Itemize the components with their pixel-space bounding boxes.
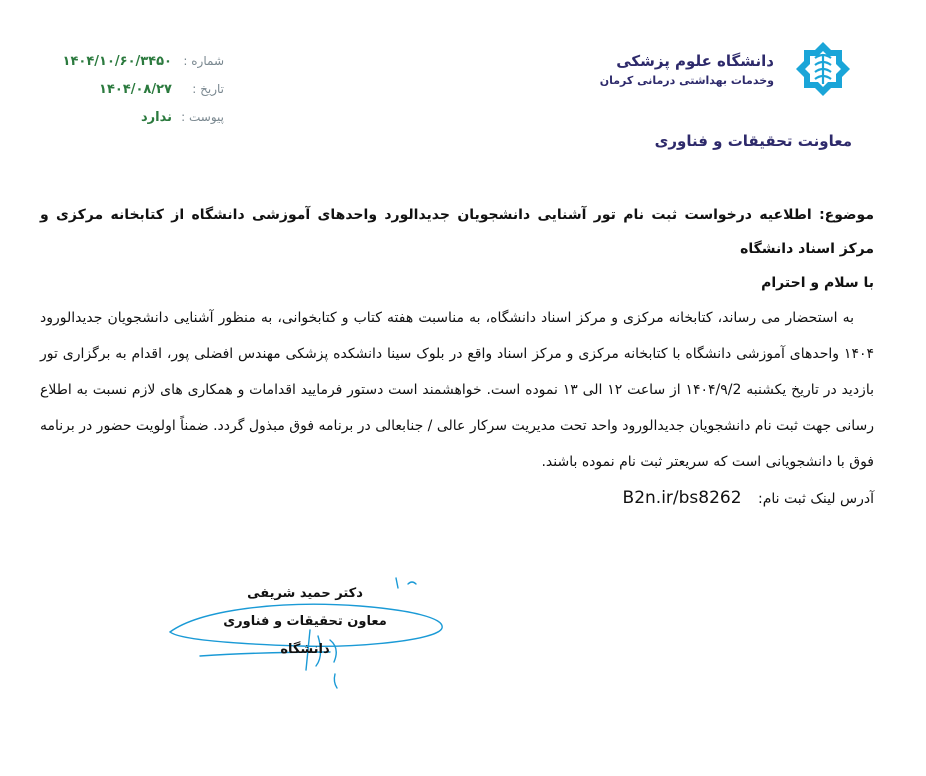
letter-greeting: با سلام و احترام xyxy=(761,275,874,291)
meta-number-row xyxy=(44,54,224,82)
registration-link-row xyxy=(40,480,874,517)
letter-content xyxy=(40,198,874,517)
number-label: شماره : xyxy=(183,54,224,68)
signature-block xyxy=(200,580,410,664)
attachment-value: ندارد xyxy=(140,110,172,125)
registration-link-label: آدرس لینک ثبت نام: xyxy=(758,491,874,507)
university-emblem-icon xyxy=(790,36,856,102)
department-title: معاونت تحقیقات و فناوری xyxy=(654,132,852,150)
meta-attachment-row xyxy=(44,110,224,138)
attachment-label: پیوست : xyxy=(181,110,224,124)
date-label: تاریخ : xyxy=(192,82,224,96)
signer-title: معاون تحقیقات و فناوری دانشگاه xyxy=(223,614,387,657)
university-name: دانشگاه علوم پزشکی xyxy=(616,52,774,70)
number-value: ۱۴۰۴/۱۰/۶۰/۳۴۵۰ xyxy=(62,54,172,69)
registration-link-url[interactable]: B2n.ir/bs8262 xyxy=(622,488,742,508)
university-subtitle: وخدمات بهداشتی درمانی کرمان xyxy=(599,74,774,87)
date-value: ۱۴۰۴/۰۸/۲۷ xyxy=(99,82,172,97)
signer-name: دکتر حمید شریفی xyxy=(247,586,363,601)
university-name-block xyxy=(600,52,774,87)
meta-date-row xyxy=(44,82,224,110)
letter-meta xyxy=(44,54,224,138)
letter-subject: موضوع: اطلاعیه درخواست ثبت نام تور آشنایی دانشجویان جدیدالورد واحدهای آموزشی دانشگاه از کتابخانه مرکزی و مرکز اسناد دانشگاه xyxy=(40,207,874,257)
letter-body: به استحضار می رساند، کتابخانه مرکزی و مرکز اسناد دانشگاه، به مناسبت هفته کتاب و کتابخوانی، به منظور آشنایی دانشجویان جدیدالورود ۱۴۰۴ واحدهای آموزشی دانشگاه با کتابخانه مرکزی و مرکز اسناد واقع در بلوک سینا دانشکده پزشکی مهندس افضلی پور، اقدام به برگزاری تور بازدید در تاریخ یکشنبه ۱۴۰۴/۹/2 از ساعت ۱۲ الی ۱۳ نموده است. خواهشمند است دستور فرمایید اقدامات و همکاری های لازم نسبت به اطلاع رسانی جهت ثبت نام دانشجویان جدیدالورود واحد تحت مدیریت سرکار عالی / جنابعالی در برنامه فوق مبذول گردد. ضمناً اولویت حضور در برنامه فوق با دانشجویانی است که سریعتر ثبت نام نموده باشند. xyxy=(40,310,874,470)
